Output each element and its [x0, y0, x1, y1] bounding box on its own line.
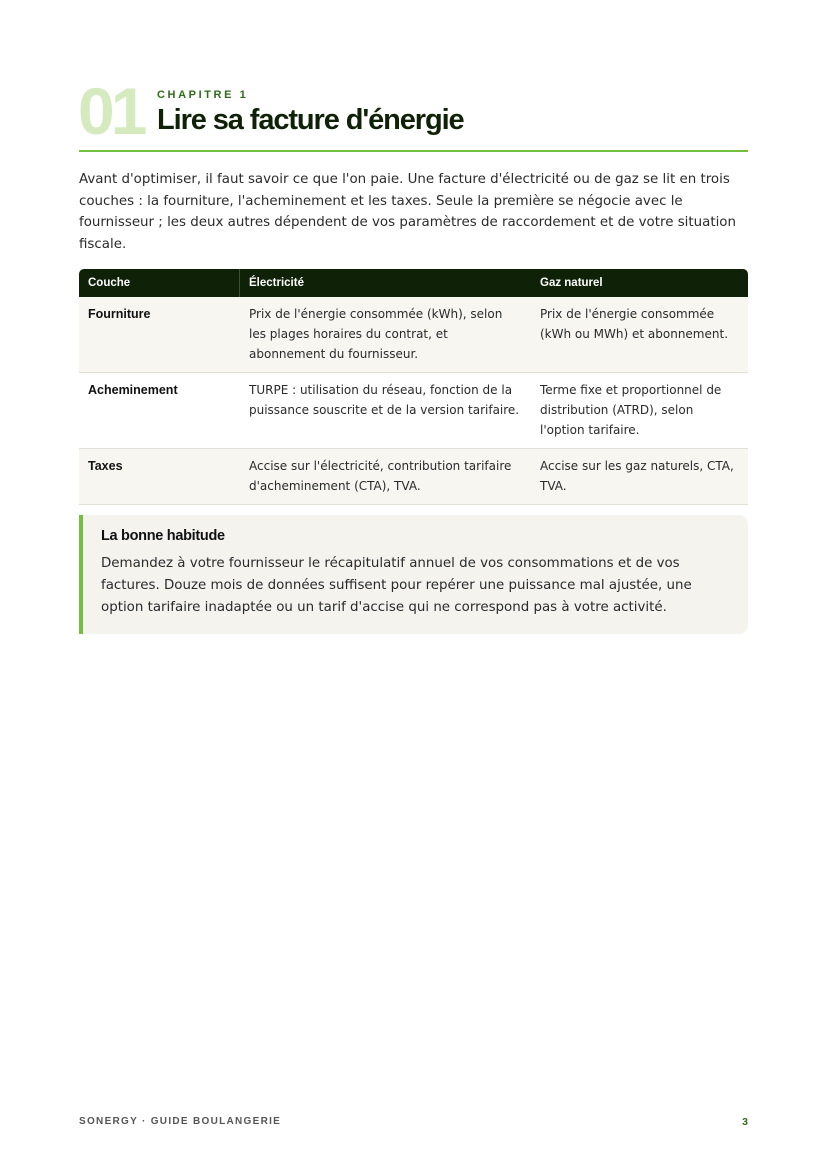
bill-layers-table [79, 269, 748, 505]
page-number: 3 [742, 1116, 748, 1128]
chapter-label: CHAPITRE 1 [157, 89, 249, 101]
table-row [79, 449, 748, 505]
electricity-cell: Accise sur l'électricité, contribution tarifaire d'acheminement (CTA), TVA. [240, 449, 531, 505]
gas-cell: Prix de l'énergie consommée (kWh ou MWh) et abonnement. [531, 297, 748, 373]
page-title: Lire sa facture d'énergie [157, 104, 464, 136]
chapter-number: 01 [78, 74, 144, 148]
header-divider [79, 150, 748, 152]
table-row [79, 297, 748, 373]
intro-paragraph: Avant d'optimiser, il faut savoir ce que l'on paie. Une facture d'électricité ou de gaz se lit en trois couches : la fourniture, l'acheminement et les taxes. Seule la première se négocie avec le fournisseur ; les deux autres dépendent de vos paramètres de raccordement et de votre situation fiscale. [79, 172, 736, 253]
column-header-electricity: Électricité [240, 269, 531, 297]
table-header-row [79, 269, 748, 297]
table-row [79, 373, 748, 449]
layer-cell: Acheminement [79, 373, 240, 449]
electricity-cell: TURPE : utilisation du réseau, fonction de la puissance souscrite et de la version tarifaire. [240, 373, 531, 449]
electricity-cell: Prix de l'énergie consommée (kWh), selon les plages horaires du contrat, et abonnement du fournisseur. [240, 297, 531, 373]
tip-callout [79, 515, 748, 634]
gas-cell: Terme fixe et proportionnel de distribution (ATRD), selon l'option tarifaire. [531, 373, 748, 449]
callout-title: La bonne habitude [101, 528, 225, 544]
layer-cell: Fourniture [79, 297, 240, 373]
column-header-layer: Couche [79, 269, 240, 297]
layer-cell: Taxes [79, 449, 240, 505]
callout-body: Demandez à votre fournisseur le récapitulatif annuel de vos consommations et de vos factures. Douze mois de données suffisent pour repérer une puissance mal ajustée, une option tarifaire inadaptée ou un tarif d'accise qui ne correspond pas à votre activité. [101, 556, 692, 615]
chapter-header [78, 74, 748, 152]
column-header-gas: Gaz naturel [531, 269, 748, 297]
footer-brand: SONERGY · GUIDE BOULANGERIE [79, 1116, 282, 1127]
gas-cell: Accise sur les gaz naturels, CTA, TVA. [531, 449, 748, 505]
